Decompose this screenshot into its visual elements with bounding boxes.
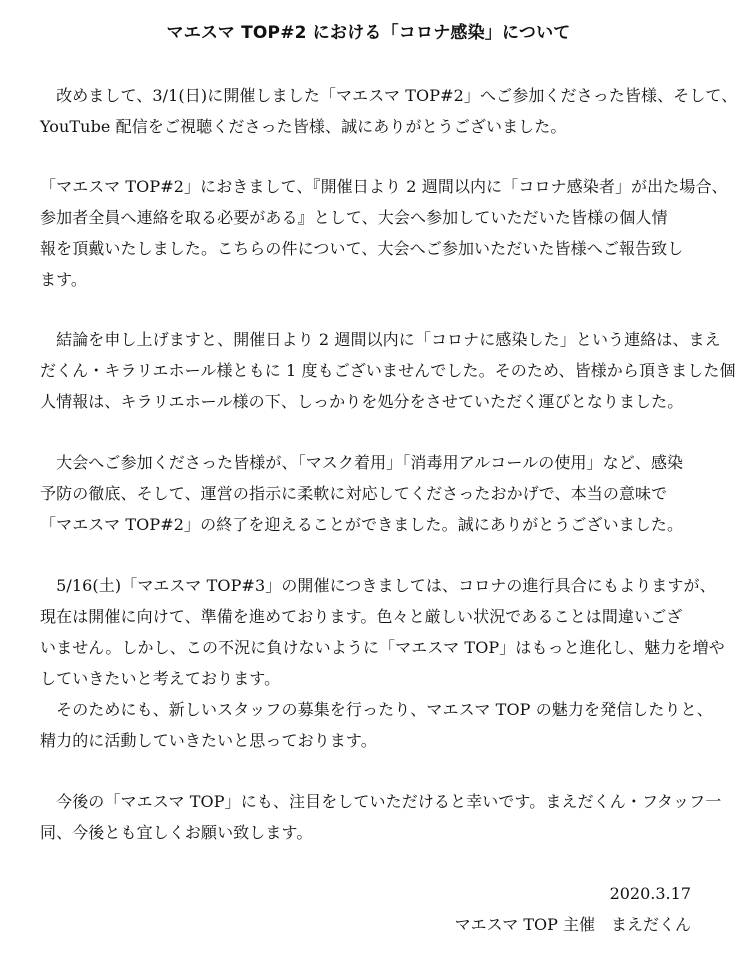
paragraph-3-line-2: だくん・キラリエホール様ともに 1 度もございませんでした。そのため、皆様から頂きました個	[40, 361, 736, 380]
paragraph-4-line-3: 「マエスマ TOP#2」の終了を迎えることができました。誠にありがとうございました。	[40, 515, 684, 534]
paragraph-4-line-1: 大会へご参加くださった皆様が、「マスク着用」「消毒用アルコールの使用」など、感染	[40, 453, 684, 472]
paragraph-5-line-2: 現在は開催に向けて、準備を進めております。色々と厳しい状況であることは間違いござ	[40, 607, 683, 626]
paragraph-2-line-2: 参加者全員へ連絡を取る必要がある』として、大会へ参加していただいた皆様の個人情	[40, 208, 668, 227]
paragraph-5-line-4: していきたいと考えております。	[40, 669, 281, 688]
paragraph-5-line-6: 精力的に活動していきたいと思っております。	[40, 731, 377, 750]
paragraph-6-line-2: 同、今後とも宜しくお願い致します。	[40, 823, 313, 842]
paragraph-4-line-2: 予防の徹底、そして、運営の指示に柔軟に対応してくださったおかげで、本当の意味で	[40, 484, 668, 503]
document-title: マエスマ TOP#2 における「コロナ感染」について	[166, 23, 571, 43]
paragraph-5-line-3: いません。しかし、この不況に負けないように「マエスマ TOP」はもっと進化し、魅力を増や	[40, 638, 725, 657]
paragraph-3-line-1: 結論を申し上げますと、開催日より 2 週間以内に「コロナに感染した」という連絡は、まえ	[40, 330, 721, 349]
document-date: 2020.3.17	[609, 884, 691, 903]
paragraph-5-line-5: そのためにも、新しいスタッフの募集を行ったり、マエスマ TOP の魅力を発信したりと、	[40, 700, 713, 719]
paragraph-1-line-1: 改めまして、3/1(日)に開催しました「マエスマ TOP#2」へご参加くださった皆様、そして、	[40, 86, 737, 105]
paragraph-2-line-4: ます。	[40, 270, 88, 289]
paragraph-1-line-2: YouTube 配信をご視聴くださった皆様、誠にありがとうございました。	[40, 117, 567, 136]
document-signature: マエスマ TOP 主催 まえだくん	[454, 915, 691, 934]
paragraph-2-line-1: 「マエスマ TOP#2」におきまして、『開催日より 2 週間以内に「コロナ感染者」が出た場合、	[40, 177, 728, 196]
paragraph-6-line-1: 今後の「マエスマ TOP」にも、注目をしていただけると幸いです。まえだくん・フタッフ一	[40, 792, 722, 811]
paragraph-5-line-1: 5/16(土)「マエスマ TOP#3」の開催につきましては、コロナの進行具合にもよりますが、	[40, 576, 716, 595]
paragraph-2-line-3: 報を頂戴いたしました。こちらの件について、大会へご参加いただいた皆様へご報告致し	[40, 239, 684, 258]
paragraph-3-line-3: 人情報は、キラリエホール様の下、しっかりを処分をさせていただく運びとなりました。	[40, 392, 684, 411]
